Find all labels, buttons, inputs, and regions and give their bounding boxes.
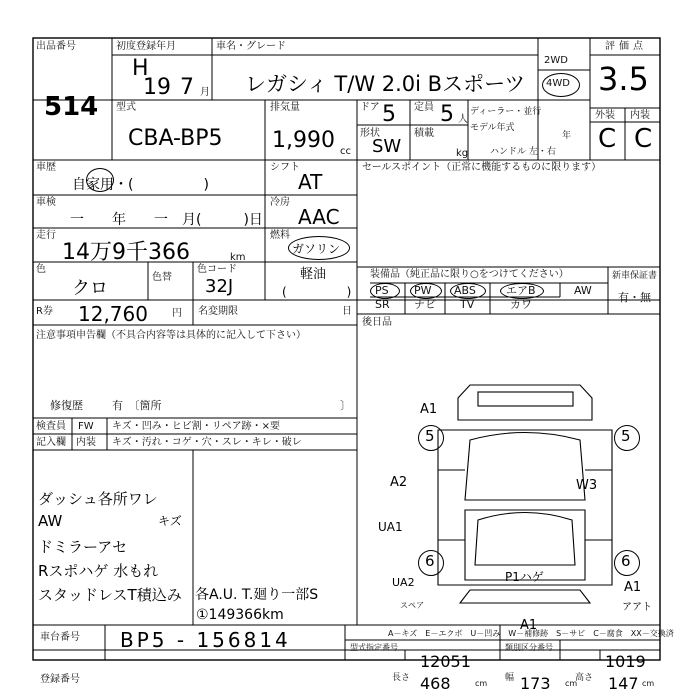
cooler-value: AAC (298, 205, 340, 229)
spec-type-label: 型式指定番号 (350, 643, 398, 652)
first-reg-month-unit: 月 (200, 87, 210, 98)
notes-label: 注意事項申告欄（不具合内容等は具体的に記入して下さい） (36, 330, 306, 341)
damage-rear-a1: A1 (520, 618, 538, 633)
check-row1-label: 検査員 (36, 421, 66, 432)
inspector-extra-2: ①149366km (196, 607, 284, 623)
shift-label: シフト (270, 162, 300, 173)
repair-end: 〕 (340, 399, 351, 412)
check-row1-code: FW (78, 421, 94, 432)
history-label: 車歴 (36, 162, 56, 173)
repair-label: 修復歴 (50, 399, 83, 412)
inspection-label: 車検 (36, 197, 56, 208)
repair-value: 有 〔箇所 (112, 399, 162, 412)
damage-a2: A2 (390, 475, 408, 490)
displacement-value: 1,990 (272, 128, 335, 153)
damage-rear-right: A1 (624, 580, 642, 595)
equip-tv: TV (460, 298, 475, 311)
body-type-value: SW (372, 136, 402, 157)
model-code-value: CBA-BP5 (128, 126, 223, 151)
fuel-circle (288, 236, 350, 260)
capacity-label: 定員 (414, 102, 434, 113)
spec-len-value: 468 (420, 674, 451, 693)
damage-w3: W3 (576, 478, 598, 493)
capacity-unit: 人 (458, 114, 468, 125)
equip-sr: SR (375, 298, 390, 311)
name-change-unit: 日 (342, 306, 352, 317)
spec-width-label: 幅 (505, 673, 515, 683)
first-reg-month: 7 (180, 75, 194, 100)
damage-front-a1: A1 (420, 402, 438, 417)
post-install-label: 後日品 (362, 317, 392, 328)
model-name-label: 車名・グレード (216, 41, 286, 52)
equipment-label: 装備品（純正品に限り○をつけてください） (370, 269, 569, 280)
warranty-label: 新車保証書 (612, 271, 658, 281)
tire-fr: 5 (621, 427, 631, 445)
doors-value: 5 (382, 102, 396, 127)
4wd-label: 4WD (546, 78, 570, 89)
inspector-note-4: Rスポハゲ 水もれ (38, 562, 159, 580)
inspector-note-3: ドミラーアセ (38, 538, 128, 556)
equip-airbag-circle (500, 283, 544, 299)
equip-ps-circle (370, 283, 400, 299)
mileage-value: 14万9千366 (62, 240, 190, 265)
chassis-value: BP5 - 156814 (120, 628, 291, 652)
check-row2-label: 記入欄 (36, 437, 66, 448)
name-change-label: 名変期限 (198, 306, 238, 317)
recycle-label: R券 (36, 306, 53, 317)
inspector-note-kizu: キズ (158, 514, 182, 528)
shift-value: AT (298, 170, 323, 194)
fuel-gasoline: ガソリン (292, 242, 341, 256)
fuel-label: 燃料 (270, 230, 290, 241)
load-label: 積載 (414, 128, 434, 139)
sales-point-label: セールスポイント（正常に機能するものに限ります） (362, 162, 602, 173)
reg-no-label: 登録番号 (40, 674, 80, 685)
model-code-label: 型式 (116, 102, 136, 113)
displacement-label: 排気量 (270, 102, 300, 113)
damage-rear-right-note: アアト (622, 602, 652, 613)
score-value: 3.5 (598, 60, 649, 98)
spec-type-value: 12051 (420, 652, 471, 671)
spec-height-unit: cm (642, 679, 655, 688)
inspector-extra-1: 各A.U. T.廻り一部S (195, 587, 319, 603)
capacity-value: 5 (440, 102, 454, 127)
model-name-value: レガシィ T/W 2.0i Bスポーツ (245, 72, 526, 96)
spec-class-label: 類別区分番号 (505, 643, 553, 652)
color-change-label: 色替 (152, 272, 172, 283)
warranty-value: 有・無 (618, 291, 651, 304)
recycle-unit: 円 (172, 308, 182, 319)
damage-ua1: UA1 (378, 520, 403, 534)
first-reg-year: 19 (143, 75, 171, 100)
model-year-label: モデル年式 (470, 123, 515, 133)
doors-label: ドア (360, 102, 380, 113)
damage-roof: P1ハゲ (505, 570, 544, 584)
recycle-value: 12,760 (78, 302, 148, 326)
fuel-paren: ( ) (282, 285, 352, 299)
body-type-label: 形状 (360, 128, 380, 139)
inspector-note-5: スタッドレスT積込み (38, 586, 182, 604)
color-code-value: 32J (205, 276, 234, 297)
mileage-label: 走行 (36, 230, 56, 241)
tire-fl: 5 (425, 427, 435, 445)
fuel-diesel: 軽油 (300, 267, 327, 282)
spec-len-unit: cm (475, 679, 488, 688)
color-code-label: 色コード (197, 264, 237, 275)
interior-label: 内装 (630, 110, 650, 121)
model-year-unit: 年 (562, 131, 572, 141)
spec-len-label: 長さ (392, 673, 411, 683)
equip-aw: AW (574, 284, 592, 297)
spec-height-value: 147 (608, 674, 639, 693)
exterior-label: 外装 (595, 110, 615, 121)
equip-pw-circle (410, 283, 442, 299)
equip-abs: ABS (454, 284, 476, 297)
equip-airbag: エアB (506, 284, 536, 297)
tire-rl: 6 (425, 552, 435, 570)
check-row1-items: キズ・凹み・ヒビ割・リペア跡・×要 (112, 421, 280, 432)
equip-ps: PS (375, 284, 389, 297)
spec-height-label: 高さ (575, 673, 594, 683)
damage-legend: A－キズ E－エクボ U－凹み W－補修跡 S－サビ C－腐食 XX－交換済 (388, 629, 674, 638)
equip-pw: PW (414, 284, 432, 297)
mileage-unit: km (230, 252, 246, 263)
tire-rr: 6 (621, 552, 631, 570)
damage-ua2: UA2 (392, 576, 415, 589)
spec-class-value: 1019 (605, 652, 646, 671)
equip-leather: カワ (510, 298, 532, 311)
2wd-label: 2WD (544, 55, 568, 66)
score-label: 評価点 (605, 41, 647, 52)
load-unit: kg (456, 148, 469, 159)
inspector-note-1: ダッシュ各所ワレ (38, 490, 158, 508)
equip-abs-circle (450, 283, 486, 299)
cooler-label: 冷房 (270, 197, 290, 208)
check-row2-code: 内装 (76, 437, 96, 448)
lot-label: 出品番号 (36, 41, 76, 52)
displacement-unit: cc (340, 146, 351, 157)
color-label: 色 (36, 264, 46, 275)
handle-label: ハンドル 左・右 (490, 147, 556, 157)
history-value: 自家用・( ) (72, 177, 209, 193)
dealer-label: ディーラー・並行 (470, 107, 542, 117)
first-reg-era: H (132, 56, 149, 81)
interior-value: C (634, 124, 653, 154)
chassis-label: 車台番号 (40, 632, 80, 643)
lot-number: 514 (44, 92, 99, 122)
equip-navi: ナビ (414, 298, 436, 311)
spare-label: スペア (400, 601, 424, 610)
history-circle (86, 168, 114, 192)
spec-width-unit: cm (565, 679, 578, 688)
color-value: クロ (72, 278, 108, 299)
exterior-value: C (598, 124, 617, 154)
inspection-value: 一 年 一 月( )日 (70, 212, 263, 228)
inspector-note-2: AW (38, 512, 63, 530)
spec-width-value: 173 (520, 674, 551, 693)
check-row2-items: キズ・汚れ・コゲ・穴・スレ・キレ・破レ (112, 437, 302, 448)
first-reg-label: 初度登録年月 (116, 41, 176, 52)
